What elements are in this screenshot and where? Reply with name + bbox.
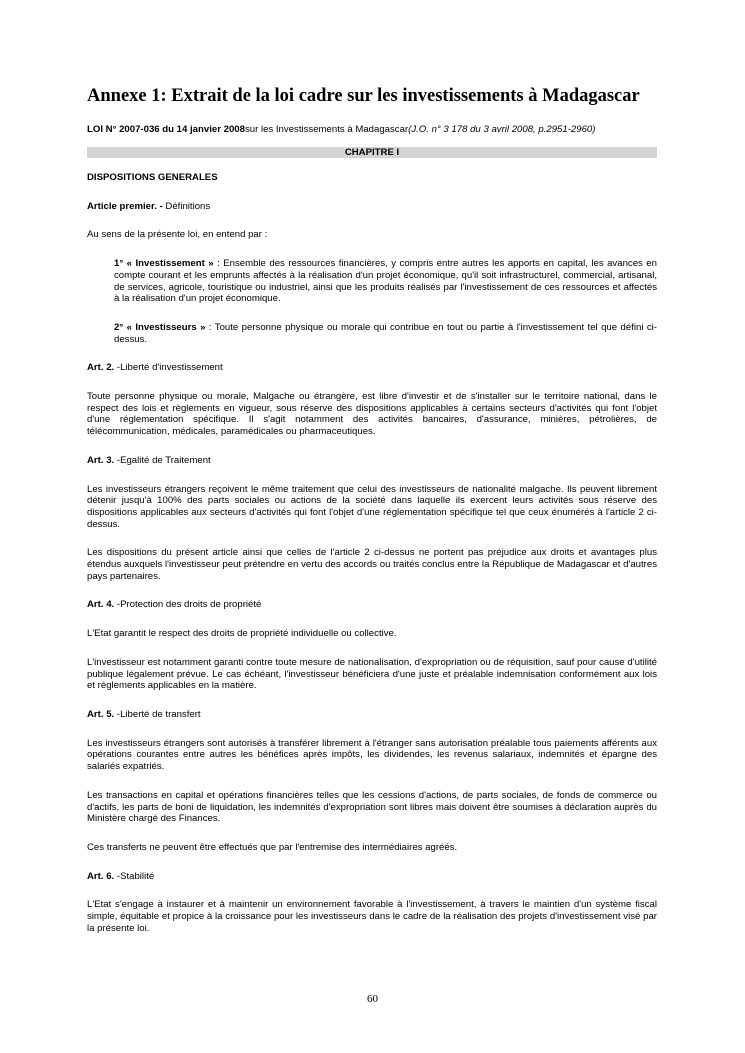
article-1-heading xyxy=(87,201,657,213)
definition-1-label: 1° « Investissement » xyxy=(114,258,214,270)
article-3-label: Art. 3. xyxy=(87,454,115,466)
article-4-paragraph-1: L'Etat garantit le respect des droits de propriété individuelle ou collective. xyxy=(87,628,397,640)
document-body xyxy=(87,86,657,951)
page-title: Annexe 1: Extrait de la loi cadre sur les investissements à Madagascar xyxy=(87,86,640,106)
section-heading: DISPOSITIONS GENERALES xyxy=(87,172,218,183)
article-1-title: Définitions xyxy=(162,200,211,212)
article-5-heading xyxy=(87,709,657,721)
article-2-heading xyxy=(87,362,657,374)
article-5-title: -Liberté de transfert xyxy=(114,708,201,720)
article-2-title: -Liberté d'investissement xyxy=(114,362,223,374)
law-subject: sur les Investissements à Madagascar xyxy=(244,124,409,135)
article-5-paragraph-2: Les transactions en capital et opérations financières telles que les cessions d'actions, de parts sociales, de fonds de commerce ou d'actifs, les parts de boni de liquidation, les indemnités d'expropriation sont libres mais doivent être soumises à déclaration auprès du Ministère chargé des Finances. xyxy=(87,789,657,825)
chapter-heading: CHAPITRE I xyxy=(87,147,657,158)
article-6-title: -Stabilité xyxy=(114,870,155,882)
article-3-title: -Egalité de Traitement xyxy=(114,454,211,466)
definition-1-text: : Ensemble des ressources financières, y compris entre autres les apports en capital, les avances en compte courant et les emprunts affectés à la réalisation d'un projet économique, qu'il soit infrastructurel, commercial, artisanal, de services, agricole, touristique ou industriel, ainsi que les produits réalisés par l'investissement de ces ressources et affectés à la réalisation d'un projet économique. xyxy=(114,258,657,305)
article-6-heading xyxy=(87,871,657,883)
article-5-paragraph-1: Les investisseurs étrangers sont autorisés à transférer librement à l'étranger sans autorisation préalable tous paiements afférents aux opérations courantes entre autres les bénéfices après impôts, les dividendes, les revenus salariaux, indemnités et épargne des salariés expatriés. xyxy=(87,737,657,773)
article-4-heading xyxy=(87,599,657,611)
article-1-label: Article premier. - xyxy=(87,200,163,212)
law-number: LOI N° 2007-036 du 14 janvier 2008 xyxy=(87,124,245,135)
law-journal: (J.O. n° 3 178 du 3 avril 2008, p.2951-2960) xyxy=(408,124,596,135)
article-4-title: -Protection des droits de propriété xyxy=(114,599,262,611)
article-5-paragraph-3: Ces transferts ne peuvent être effectués que par l'entremise des intermédiaires agréés. xyxy=(87,841,458,853)
definition-investisseurs xyxy=(114,322,657,345)
page-number: 60 xyxy=(367,993,378,1005)
article-2-label: Art. 2. xyxy=(87,362,115,374)
article-6-label: Art. 6. xyxy=(87,870,115,882)
definition-2-text: : Toute personne physique ou morale qui contribue en tout ou partie à l'investissement tel que défini ci-dessus. xyxy=(114,321,658,345)
article-5-label: Art. 5. xyxy=(87,708,115,720)
article-3-paragraph-2: Les dispositions du présent article ainsi que celles de l'article 2 ci-dessus ne portent pas préjudice aux droits et avantages plus étendus auxquels l'investisseur peut prétendre en vertu des accords ou traités conclus entre la République de Madagascar et d'autres pays partenaires. xyxy=(87,547,657,582)
article-4-label: Art. 4. xyxy=(87,599,115,611)
law-reference xyxy=(87,123,657,136)
article-4-paragraph-2: L'investisseur est notamment garanti contre toute mesure de nationalisation, d'expropriation ou de réquisition, sauf pour cause d'utilité publique légalement prévue. Le cas échéant, l'investisseur bénéficiera d'une juste et préalable indemnisation conformément aux lois et règlements applicables en la matière. xyxy=(87,656,657,692)
article-6-paragraph-1: L'Etat s'engage à instaurer et à maintenir un environnement favorable à l'investissement, à travers le maintien d'un système fiscal simple, équitable et propice à la croissance pour les investisseurs dans le cadre de la réalisation des projets d'investissement visé par la présente loi. xyxy=(87,899,657,934)
article-3-paragraph-1: Les investisseurs étrangers reçoivent le même traitement que celui des investisseurs de nationalité malgache. Ils peuvent librement détenir jusqu'à 100% des parts sociales ou actions de la société dans laquelle ils exercent leurs activités sous réserve des dispositions applicables aux secteurs d'activités qui font l'objet d'une réglementation spécifique tel que ceux énumérés à l'article 2 ci-dessus. xyxy=(87,483,657,530)
article-1-intro: Au sens de la présente loi, en entend par : xyxy=(87,229,268,241)
article-2-paragraph-1: Toute personne physique ou morale, Malgache ou étrangère, est libre d'investir et de s'installer sur le territoire national, dans le respect des lois et règlements en vigueur, sous réserve des dispositions applicables à certains secteurs d'activités qui font l'objet d'une réglementation spécifique. Il s'agit notamment des activités bancaires, d'assurance, minières, pétrolières, de télécommunication, médicales, paramédicales ou pharmaceutiques. xyxy=(87,391,657,438)
article-3-heading xyxy=(87,455,657,467)
definition-investissement xyxy=(114,258,657,305)
definition-2-label: 2° « Investisseurs » xyxy=(114,321,206,333)
